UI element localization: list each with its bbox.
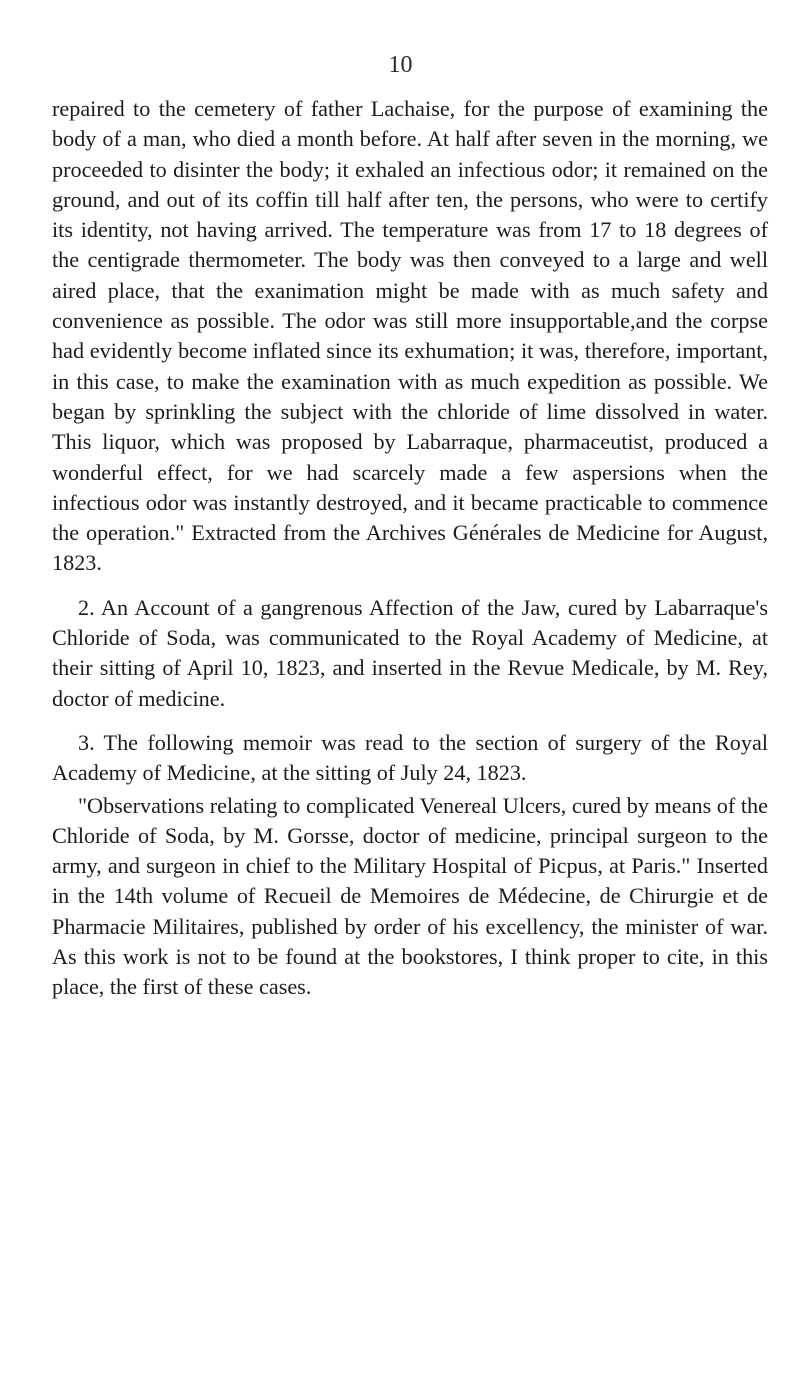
paragraph-quoted-title: "Observations relating to complicated Venereal Ulcers, cured by means of the Chloride of Soda, by M. Gorsse, doctor of medicine, principal surgeon to the army, and surgeon in chief to the Military Hospital of Picpus, at Paris." Inserted in the 14th volume of Recueil de Memoires de Médecine, de Chirurgie et de Pharmacie Militaires, published by order of his excellency, the minister of war. As this work is not to be found at the bookstores, I think proper to cite, in this place, the first of these cases. xyxy=(52,792,768,1000)
paragraph-continuation: repaired to the cemetery of father Lachaise, for the purpose of examining the body of a man, who died a month before. At half after seven in the morning, we proceeded to disinter the body; it exhaled an infectious odor; it remained on the ground, and out of its coffin till half after ten, the persons, who were to certify its identity, not having arrived. The temperature was from 17 to 18 degrees of the centigrade thermometer. The body was then conveyed to a large and well aired place, that the exanimation might be made with as much safety and convenience as possible. The odor was still more insupportable,and the corpse had evidently become inflated since its exhumation; it was, therefore, important, in this case, to make the examination with as much expedition as possible. We began by sprinkling the subject with the chloride of lime dissolved in water. This liquor, which was proposed by Labarraque, pharmaceutist, produced a wonderful effect, for we had scarcely made a few aspersions when the infectious odor was instantly destroyed, and it became practicable to commence the operation." Extracted from the Archives Générales de Medicine for August, 1823. xyxy=(52,96,768,576)
body-text xyxy=(52,94,768,1017)
paragraph-item-3: 3. The following memoir was read to the section of surgery of the Royal Academy of Medicine, at the sitting of July 24, 1823. xyxy=(52,729,768,786)
page-number: 10 xyxy=(388,52,413,78)
paragraph-item-2: 2. An Account of a gangrenous Affection of the Jaw, cured by Labarraque's Chloride of Soda, was communicated to the Royal Academy of Medicine, at their sitting of April 10, 1823, and inserted in the Revue Medicale, by M. Rey, doctor of medicine. xyxy=(52,594,768,711)
